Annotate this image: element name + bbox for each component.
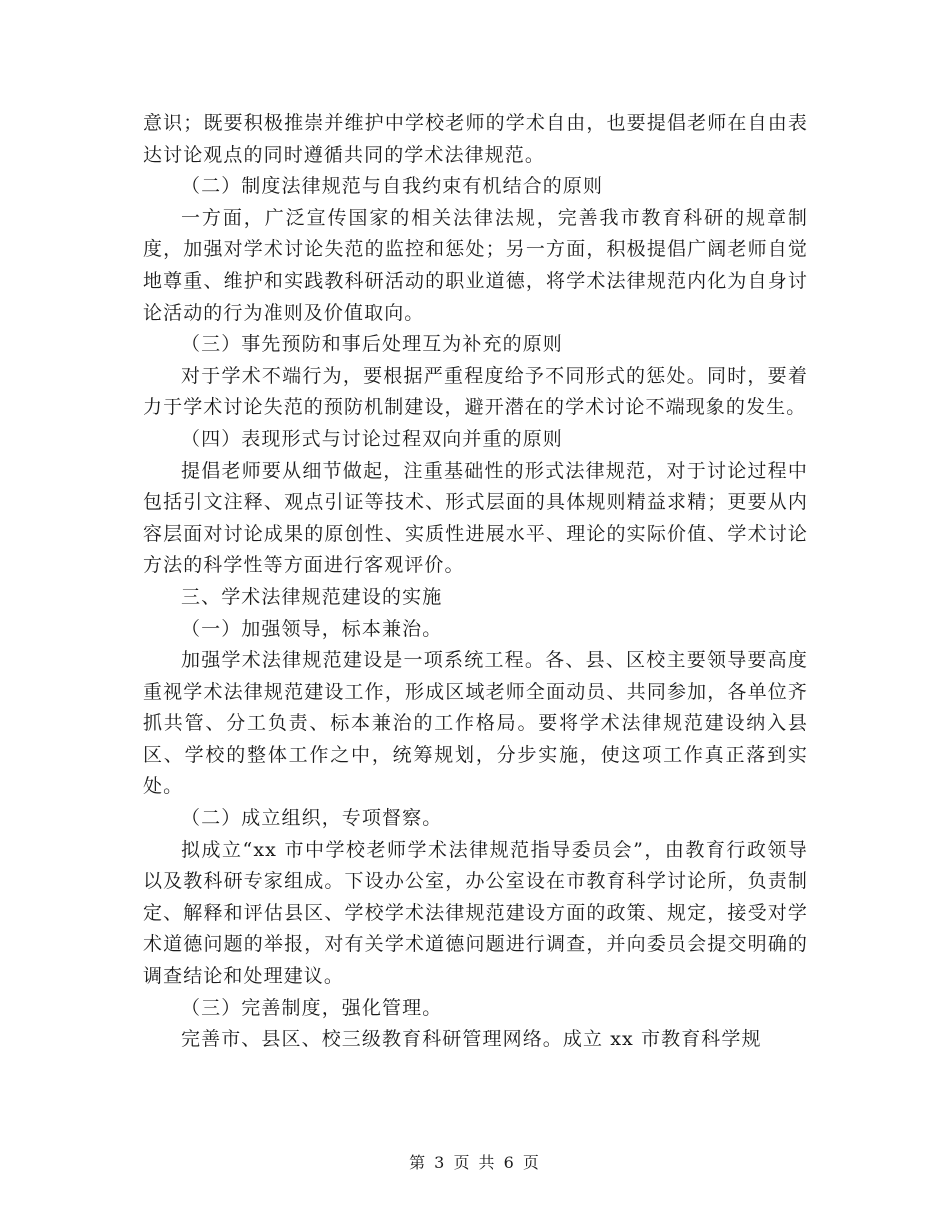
section-heading-2: （二）制度法律规范与自我约束有机结合的原则 [181, 175, 604, 198]
paragraph-1: 意识；既要积极推崇并维护中学校老师的学术自由，也要提倡老师在自由表达讨论观点的同时遵循共同的学术法律规范。 [143, 112, 808, 166]
paragraph-7: 提倡老师要从细节做起，注重基础性的形式法律规范，对于讨论过程中包括引文注释、观点引证等技术、形式层面的具体规则精益求精；更要从内容层面对讨论成果的原创性、实质性进展水平、理论的实际价值、学术讨论方法的科学性等方面进行客观评价。 [143, 459, 808, 577]
paragraph-12: 拟成立“xx 市中学校老师学术法律规范指导委员会”，由教育行政领导以及教科研专家组成。下设办公室，办公室设在市教育科学讨论所，负责制定、解释和评估县区、学校学术法律规范建设方面的政策、规定，接受对学术道德问题的举报，对有关学术道德问题进行调查，并向委员会提交明确的调查结论和处理建议。 [143, 838, 808, 988]
paragraph-14: 完善市、县区、校三级教育科研管理网络。成立 xx 市教育科学规 [181, 1028, 762, 1051]
subheading-3: （三）完善制度，强化管理。 [181, 996, 443, 1019]
document-body [143, 108, 808, 1056]
paragraph-10: 加强学术法律规范建设是一项系统工程。各、县、区校主要领导要高度重视学术法律规范建设工作，形成区域老师全面动员、共同参加，各单位齐抓共管、分工负责、标本兼治的工作格局。要将学术法律规范建设纳入县区、学校的整体工作之中，统筹规划，分步实施，使这项工作真正落到实处。 [143, 649, 808, 798]
page-number-footer: 第 3 页 共 6 页 [409, 1153, 541, 1172]
chapter-heading-3: 三、学术法律规范建设的实施 [181, 585, 443, 608]
section-heading-3: （三）事先预防和事后处理互为补充的原则 [181, 333, 563, 356]
section-heading-4: （四）表现形式与讨论过程双向并重的原则 [181, 427, 563, 450]
subheading-2: （二）成立组织，专项督察。 [181, 807, 443, 830]
subheading-1: （一）加强领导，标本兼治。 [181, 617, 443, 640]
paragraph-5: 对于学术不端行为，要根据严重程度给予不同形式的惩处。同时，要着力于学术讨论失范的预防机制建设，避开潜在的学术讨论不端现象的发生。 [143, 364, 808, 419]
paragraph-3: 一方面，广泛宣传国家的相关法律法规，完善我市教育科研的规章制度，加强对学术讨论失范的监控和惩处；另一方面，积极提倡广阔老师自觉地尊重、维护和实践教科研活动的职业道德，将学术法律规范内化为自身讨论活动的行为准则及价值取向。 [143, 206, 808, 324]
